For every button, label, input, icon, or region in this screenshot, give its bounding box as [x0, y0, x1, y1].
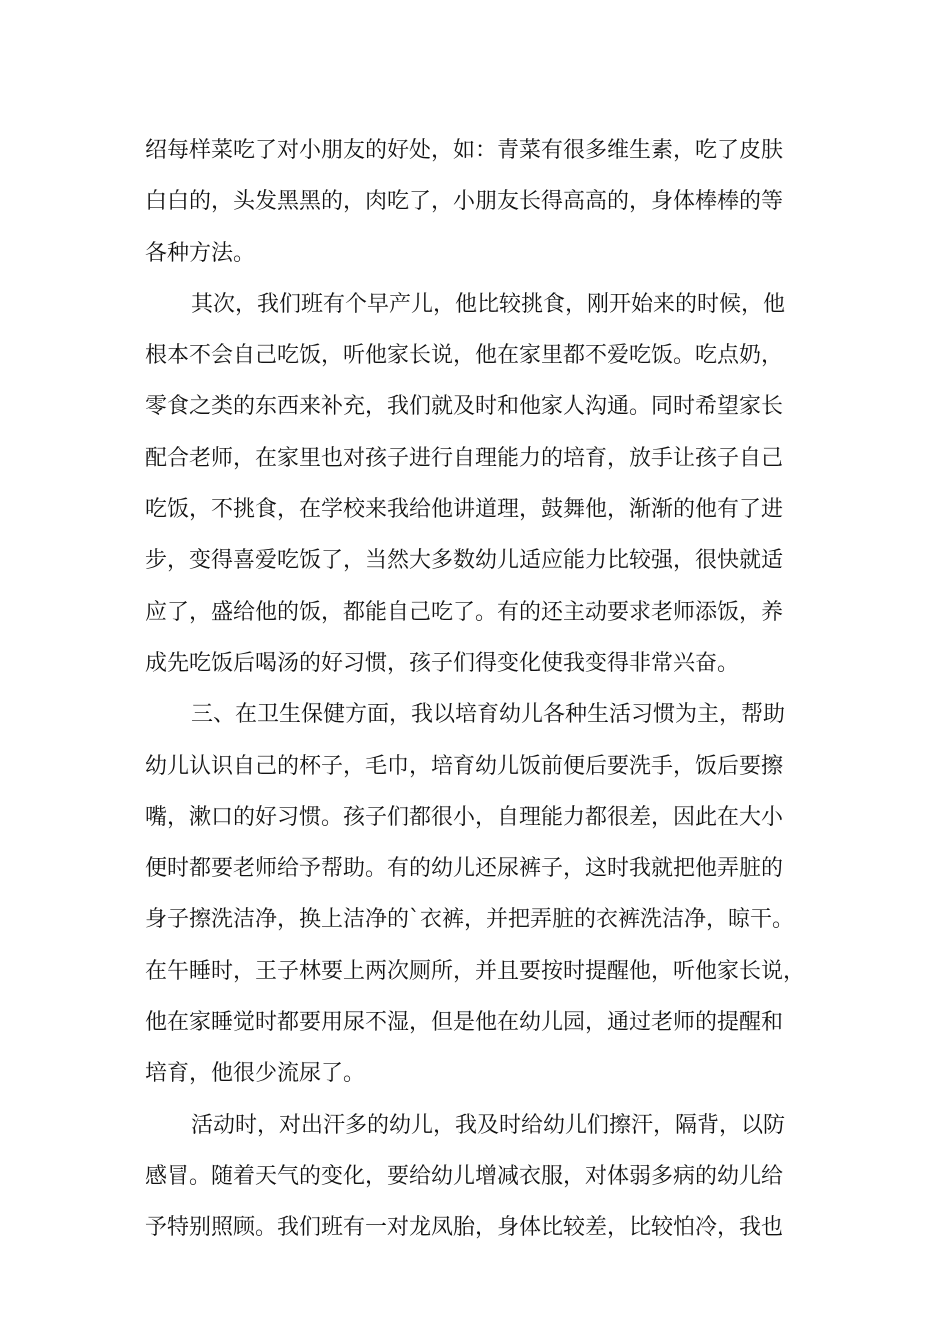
text-line: 予特别照顾。我们班有一对龙凤胎，身体比较差，比较怕冷，我也: [145, 1215, 784, 1241]
text-line: 他在家睡觉时都要用尿不湿，但是他在幼儿园，通过老师的提醒和: [145, 1010, 784, 1036]
text-line: 感冒。随着天气的变化，要给幼儿增减衣服，对体弱多病的幼儿给: [145, 1163, 784, 1189]
paragraph-start-line: 其次，我们班有个早产儿，他比较挑食，刚开始来的时候，他: [191, 291, 786, 317]
text-line: 培育，他很少流尿了。: [145, 1061, 366, 1087]
body-text: [145, 125, 835, 1254]
text-line: 嘴，漱口的好习惯。孩子们都很小，自理能力都很差，因此在大小: [145, 804, 784, 830]
text-line: 应了，盛给他的饭，都能自己吃了。有的还主动要求老师添饭，养: [145, 599, 784, 625]
paragraph-start-line: 三、在卫生保健方面，我以培育幼儿各种生活习惯为主，帮助: [191, 702, 786, 728]
text-line: 便时都要老师给予帮助。有的幼儿还尿裤子，这时我就把他弄脏的: [145, 856, 784, 882]
paragraph-start-line: 活动时，对出汗多的幼儿，我及时给幼儿们擦汗，隔背，以防: [191, 1112, 786, 1138]
text-line: 身子擦洗洁净，换上洁净的`衣裤，并把弄脏的衣裤洗洁净，晾干。: [145, 907, 795, 933]
text-line: 成先吃饭后喝汤的好习惯，孩子们得变化使我变得非常兴奋。: [145, 650, 740, 676]
text-line: 步，变得喜爱吃饭了，当然大多数幼儿适应能力比较强，很快就适: [145, 548, 784, 574]
text-line: 各种方法。: [145, 240, 256, 266]
text-line: 根本不会自己吃饭，听他家长说，他在家里都不爱吃饭。吃点奶，: [145, 343, 784, 369]
text-line: 吃饭，不挑食，在学校来我给他讲道理，鼓舞他，渐渐的他有了进: [145, 497, 784, 523]
text-line: 配合老师，在家里也对孩子进行自理能力的培育，放手让孩子自己: [145, 445, 784, 471]
text-line: 白白的，头发黑黑的，肉吃了，小朋友长得高高的，身体棒棒的等: [145, 189, 784, 215]
text-line: 零食之类的东西来补充，我们就及时和他家人沟通。同时希望家长: [145, 394, 784, 420]
text-line: 绍每样菜吃了对小朋友的好处，如：青菜有很多维生素，吃了皮肤: [145, 138, 784, 163]
text-line: 幼儿认识自己的杯子，毛巾，培育幼儿饭前便后要洗手，饭后要擦: [145, 753, 784, 779]
text-line: 在午睡时，王子林要上两次厕所，并且要按时提醒他，听他家长说，: [145, 958, 806, 984]
